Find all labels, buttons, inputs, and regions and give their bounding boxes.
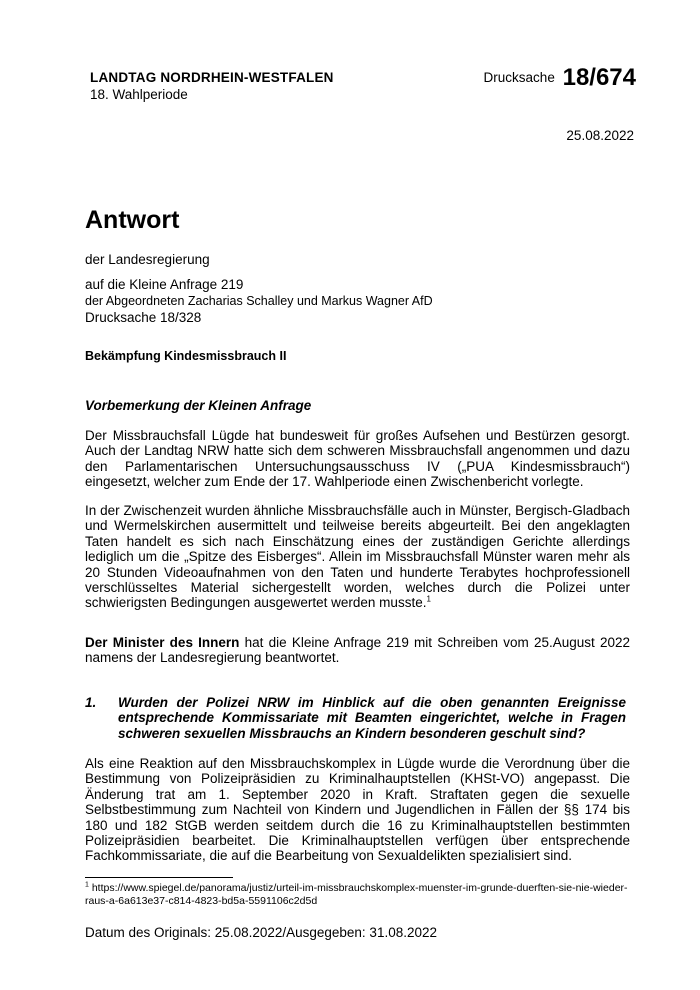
inquiry-line-1: auf die Kleine Anfrage 219 [85,277,244,292]
drucksache-number: 18/674 [562,64,636,91]
topic-heading: Bekämpfung Kindesmissbrauch II [85,349,287,363]
preliminary-paragraph-2-text: In der Zwischenzeit wurden ähnliche Missbrauchsfälle auch in Münster, Bergisch-Gladbach und Wermelskirchen ausermittelt und teilweise bereits abgeurteilt. Bei den angeklagten Taten handelt es sich nach Einschätzung eines der zuständigen Gerichte allerdings lediglich um die „Spitze des Eisberges“. Allein im Missbrauchsfall Münster waren mehr als 20 Stunden Videoaufnahmen von den Taten und hunderte Terabytes hochprofessionell verschlüsseltes Material sichergestellt worden, welches durch die Polizei unter schwierigsten Bedingungen ausgewertet werden musste. [85,503,630,611]
footnote [85,882,630,908]
inquiry-authors: der Abgeordneten Zacharias Schalley und Markus Wagner AfD [85,294,433,308]
answer-text: Als eine Reaktion auf den Missbrauchskomplex in Lügde wurde die Verordnung über die Bestimmung von Polizeipräsidien zu Kriminalhauptstellen (KHSt-VO) angepasst. Die Änderung trat am 1. September 2020 in Kraft. Straftaten gegen die sexuelle Selbstbestimmung zum Nachteil von Kindern und Jugendlichen in Fällen der §§ 174 bis 180 und 182 StGB werden seitdem durch die 16 zu Kriminalhauptstellen bestimmten Polizeipräsidien bearbeitet. Die Kriminalhauptstellen verfügen über entsprechende Fachkommissariate, die auf die Bearbeitung von Sexualdelikten spezialisiert sind. [85,756,630,864]
footnote-marker: 1 [85,881,89,889]
inquiry-drucksache: Drucksache 18/328 [85,310,202,325]
minister-name: Der Minister des Innern [85,635,240,650]
footnote-link[interactable]: https://www.spiegel.de/panorama/justiz/urteil-im-missbrauchskomplex-muenster-im-grunde-duerften-sie-nie-wieder-raus-a-6a613e37-c814-4823-bd5a-5591106c2d5d [85,882,628,908]
preliminary-heading: Vorbemerkung der Kleinen Anfrage [85,398,312,413]
legislative-period: 18. Wahlperiode [90,87,188,102]
preliminary-paragraph-2 [85,503,630,611]
question-text: Wurden der Polizei NRW im Hinblick auf die oben genannten Ereignisse entsprechende Kommissariate mit Beamten eingerichtet, welche in Fragen schweren sexuellen Missbrauchs an Kindern besonderen geschult sind? [118,695,626,741]
document-date: 25.08.2022 [566,128,634,143]
document-title: Antwort [85,206,180,234]
footnote-reference: 1 [426,594,431,604]
drucksache-label: Drucksache [483,70,555,85]
minister-statement-text: hat die Kleine Anfrage 219 mit Schreiben vom 25.August 2022 namens der Landesregierung beantwortet. [85,635,630,666]
publication-dates: Datum des Originals: 25.08.2022/Ausgegeben: 31.08.2022 [85,925,438,940]
question-number: 1. [85,695,97,710]
drucksache-number-block [484,64,636,92]
answer-from: der Landesregierung [85,252,210,267]
minister-statement [85,635,630,666]
footnote-divider [85,877,233,878]
institution-name: LANDTAG NORDRHEIN-WESTFALEN [90,70,334,85]
preliminary-paragraph-1: Der Missbrauchsfall Lügde hat bundesweit für großes Aufsehen und Bestürzen gesorgt. Auch der Landtag NRW hatte sich dem schweren Missbrauchsfall angenommen und dazu den Parlamentarischen Untersuchungsausschuss IV („PUA Kindesmissbrauch“) eingesetzt, welcher zum Ende der 17. Wahlperiode einen Zwischenbericht vorlegte. [85,428,630,490]
